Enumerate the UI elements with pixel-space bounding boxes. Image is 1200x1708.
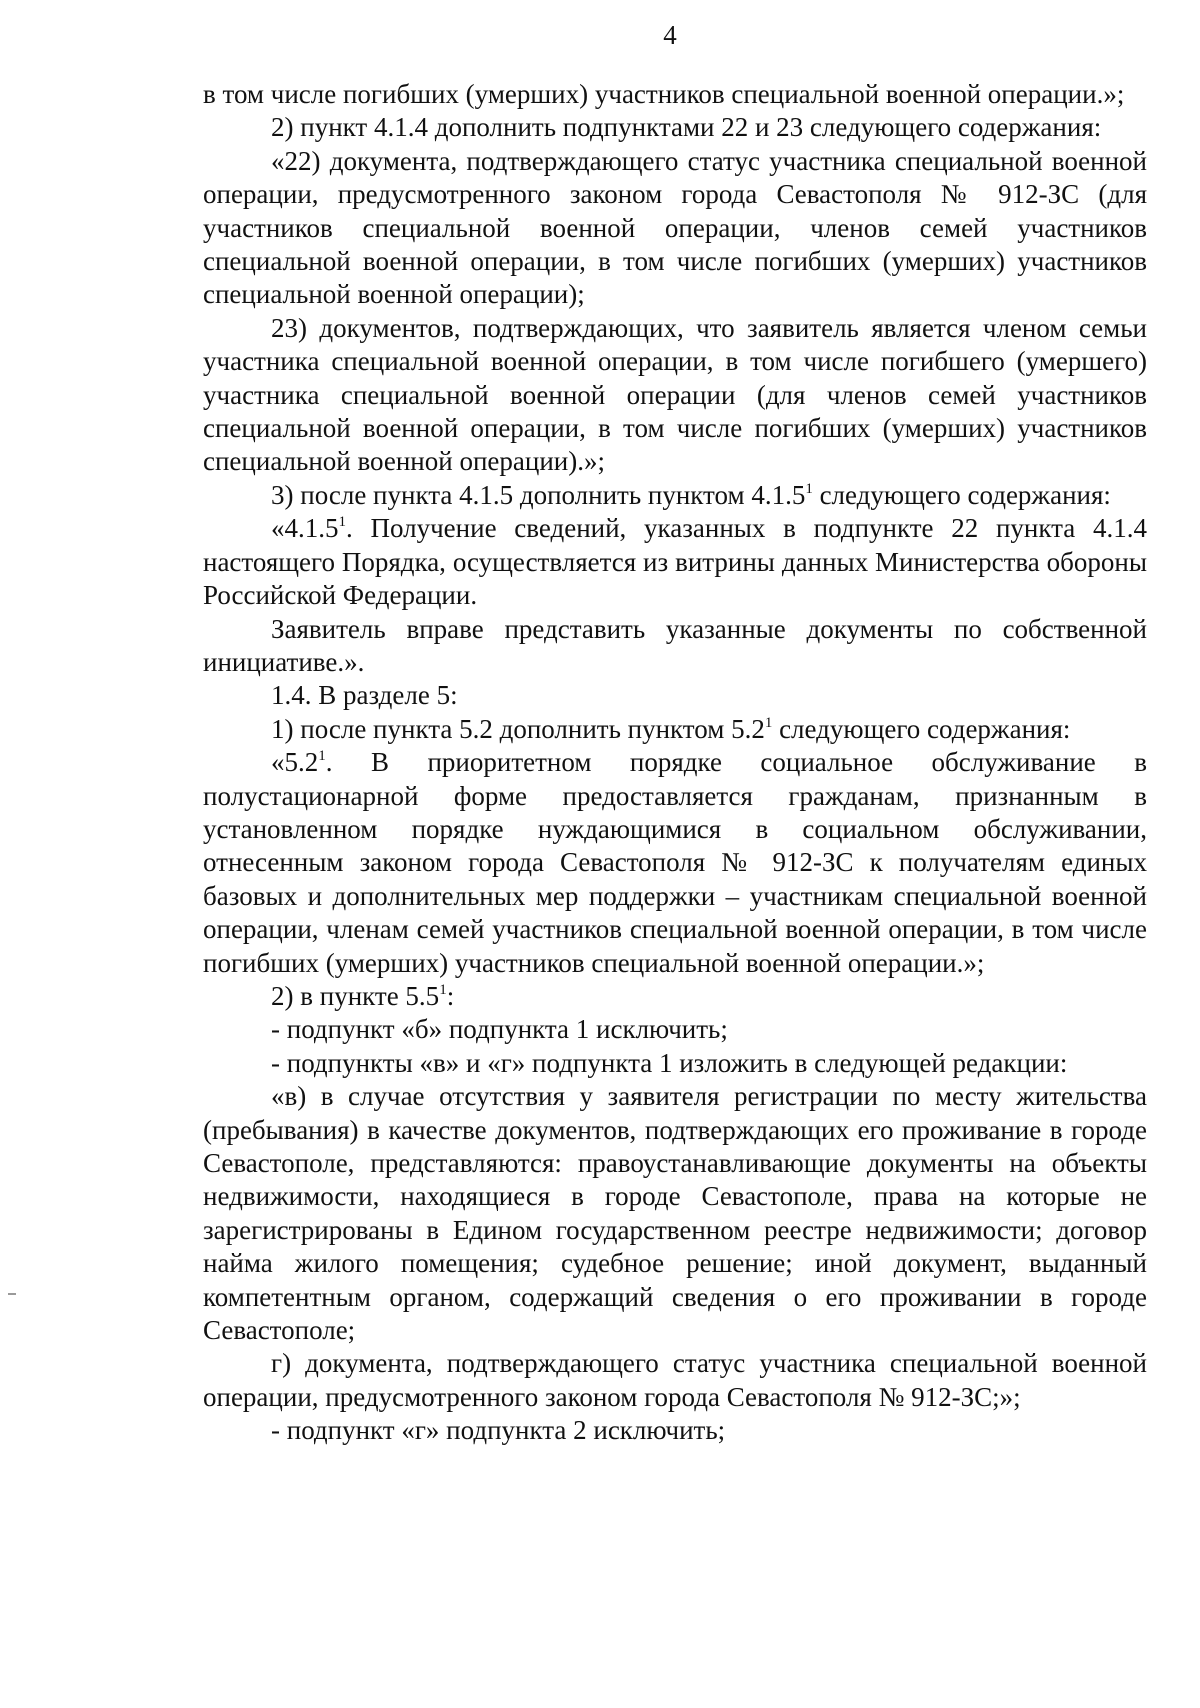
paragraph-8 [203, 679, 1147, 712]
superscript-index: 1 [764, 714, 773, 731]
paragraph-5 [203, 479, 1147, 512]
page-number: 4 [663, 20, 677, 50]
paragraph-text: 2) в пункте 5.5 [271, 980, 440, 1011]
paragraph-2 [203, 111, 1147, 144]
paragraph-text: «22) документа, подтверждающего статус участника специальной военной операции, предусмотренного законом города Севастополя № 912-ЗС (для участников специальной военной операции, членов семей участников специальной военной операции, в том числе погибших (умерших) участников специальной военной операции); [203, 145, 1147, 310]
paragraph-7 [203, 613, 1147, 680]
paragraph-text: 1) после пункта 5.2 дополнить пунктом 5.2 [271, 713, 765, 744]
paragraph-text: . В приоритетном порядке социальное обслуживание в полустационарной форме предоставляется гражданам, признанным в установленном порядке нуждающимися в социальном обслуживании, отнесенным законом города Севастополя № 912-ЗС к получателям единых базовых и дополнительных мер поддержки – участникам специальной военной операции, членам семей участников специальной военной операции, в том числе погибших (умерших) участников специальной военной операции.»; [203, 747, 1147, 978]
paragraph-text: 3) после пункта 4.1.5 дополнить пунктом 4.1.5 [271, 479, 806, 510]
document-body [203, 78, 1147, 1448]
superscript-index: 1 [318, 748, 326, 765]
paragraph-text: 23) документов, подтверждающих, что заявитель является членом семьи участника специальной военной операции, в том числе погибшего (умершего) участника специальной военной операции (для членов семей участников специальной военной операции, в том числе погибших (умерших) участников специальной военной операции).»; [203, 312, 1147, 477]
paragraph-text: следующего содержания: [772, 713, 1071, 744]
superscript-index: 1 [805, 480, 813, 497]
paragraph-text: : [446, 980, 455, 1011]
paragraph-12 [203, 1013, 1147, 1046]
paragraph-1 [203, 78, 1147, 111]
paragraph-9 [203, 713, 1147, 746]
paragraph-14 [203, 1080, 1147, 1347]
paragraph-text: «в) в случае отсутствия у заявителя регистрации по месту жительства (пребывания) в качестве документов, подтверждающих его проживание в городе Севастополе, представляются: правоустанавливающие документы на объекты недвижимости, находящиеся в городе Севастополе, права на которые не зарегистрированы в Едином государственном реестре недвижимости; договор найма жилого помещения; судебное решение; иной документ, выданный компетентным органом, содержащий сведения о его проживании в городе Севастополе; [203, 1081, 1147, 1346]
paragraph-text: - подпункт «б» подпункта 1 исключить; [271, 1014, 728, 1045]
paragraph-text: 1.4. В разделе 5: [271, 680, 458, 711]
paragraph-6 [203, 512, 1147, 612]
paragraph-text: следующего содержания: [812, 479, 1111, 510]
paragraph-text: . Получение сведений, указанных в подпункте 22 пункта 4.1.4 настоящего Порядка, осуществляется из витрины данных Министерства обороны Российской Федерации. [203, 513, 1147, 611]
paragraph-text: «5.2 [271, 747, 319, 778]
superscript-index: 1 [439, 981, 447, 998]
paragraph-10 [203, 746, 1147, 980]
paragraph-text: - подпункт «г» подпункта 2 исключить; [271, 1415, 726, 1446]
paragraph-15 [203, 1347, 1147, 1414]
paragraph-11 [203, 980, 1147, 1013]
paragraph-text: г) документа, подтверждающего статус участника специальной военной операции, предусмотренного законом города Севастополя № 912-ЗС;»; [203, 1348, 1147, 1412]
paragraph-4 [203, 312, 1147, 479]
paragraph-text: - подпункты «в» и «г» подпункта 1 изложить в следующей редакции: [271, 1047, 1068, 1078]
paragraph-text: «4.1.5 [271, 513, 339, 544]
paragraph-16 [203, 1414, 1147, 1447]
paragraph-3 [203, 145, 1147, 312]
paragraph-text: 2) пункт 4.1.4 дополнить подпунктами 22 и 23 следующего содержания: [271, 112, 1102, 143]
paragraph-text: Заявитель вправе представить указанные документы по собственной инициативе.». [203, 613, 1147, 677]
paragraph-text: в том числе погибших (умерших) участников специальной военной операции.»; [203, 79, 1125, 109]
scan-artifact-mark [8, 1293, 16, 1295]
paragraph-13 [203, 1047, 1147, 1080]
superscript-index: 1 [338, 514, 346, 531]
